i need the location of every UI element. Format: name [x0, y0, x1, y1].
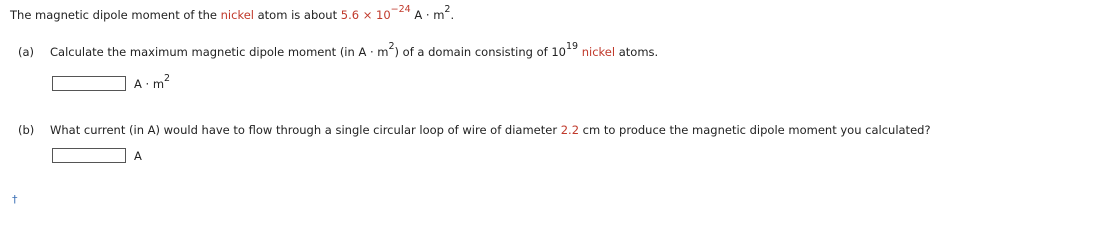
- dipole-exponent: −24: [390, 4, 411, 16]
- part-a-unit-exponent: 2: [388, 41, 395, 53]
- part-a-answer-unit: $A \cdot m^2$: [134, 73, 171, 91]
- atom-count-exponent: 19: [566, 41, 579, 53]
- part-a-answer-unit-exponent: 2: [164, 73, 171, 85]
- dipole-value: $5.6 \times 10^{-24}$: [340, 4, 411, 22]
- footnote-dagger-icon[interactable]: †: [12, 193, 18, 206]
- part-a-material: nickel: [581, 45, 616, 59]
- dipole-unit: A · m: [410, 8, 445, 22]
- part-b-label: (b): [18, 123, 35, 137]
- part-b-question: [18, 123, 931, 137]
- part-a-question: [18, 41, 659, 59]
- part-b-text-1: What current (in A) would have to flow through a single circular loop of wire of diameter: [50, 123, 561, 137]
- part-a-label: (a): [18, 45, 35, 59]
- dipole-unit-exponent: 2: [444, 4, 451, 16]
- part-a-text-1: Calculate the maximum magnetic dipole moment (in A · m: [50, 45, 389, 59]
- part-a-answer-input[interactable]: [52, 76, 126, 91]
- part-b-answer-unit: A: [134, 149, 142, 163]
- problem-statement: The magnetic dipole moment of the nickel atom is about $5.6 \times 10^{-24}$ $A \cdot m^2$.: [10, 4, 455, 22]
- loop-diameter: 2.2: [560, 123, 580, 137]
- part-b-text-2: cm to produce the magnetic dipole moment you calculated?: [579, 123, 931, 137]
- part-b-answer-input[interactable]: [52, 148, 126, 163]
- intro-text-1: The magnetic dipole moment of the: [10, 8, 221, 22]
- part-a-text-2: ) of a domain consisting of 10: [394, 45, 566, 59]
- intro-text-2: atom is about: [253, 8, 341, 22]
- part-a-text-3: atoms.: [615, 45, 659, 59]
- material-name: nickel: [220, 8, 254, 22]
